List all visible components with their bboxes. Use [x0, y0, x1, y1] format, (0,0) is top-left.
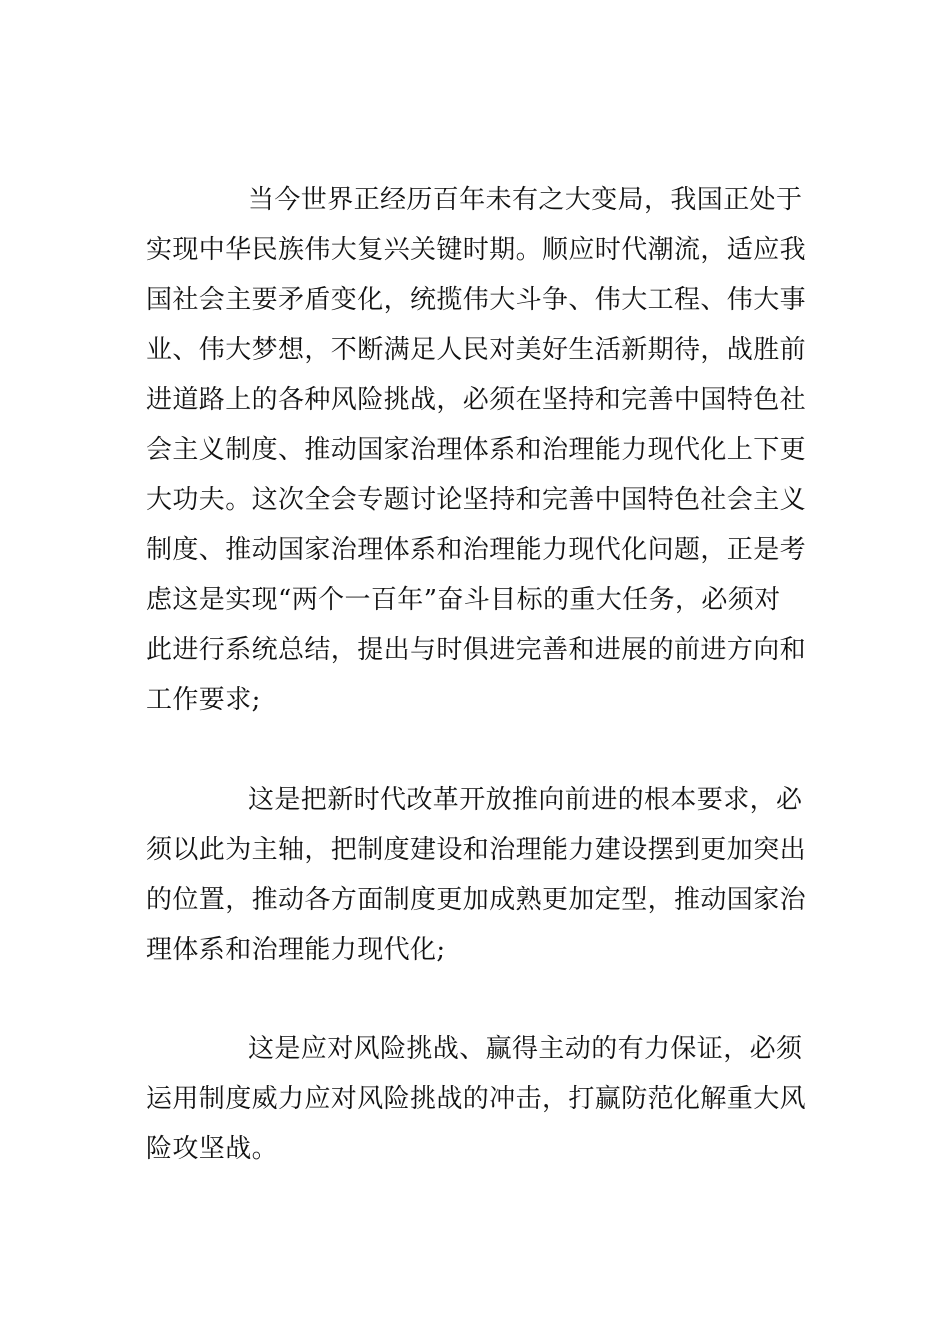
paragraph-line: 进道路上的各种风险挑战，必须在坚持和完善中国特色社 — [146, 385, 806, 415]
paragraph-line: 业、伟大梦想，不断满足人民对美好生活新期待，战胜前 — [146, 335, 806, 365]
paragraph-line: 大功夫。这次全会专题讨论坚持和完善中国特色社会主义 — [146, 485, 806, 515]
paragraph-line: 的位置，推动各方面制度更加成熟更加定型，推动国家治 — [146, 885, 806, 915]
paragraph-line: 理体系和治理能力现代化; — [146, 935, 446, 965]
paragraph-line: 当今世界正经历百年未有之大变局，我国正处于 — [248, 185, 803, 215]
paragraph-line: 这是应对风险挑战、赢得主动的有力保证，必须 — [248, 1034, 803, 1064]
paragraph-line: 虑这是实现“两个一百年”奋斗目标的重大任务，必须对 — [146, 585, 781, 615]
paragraph-line: 险攻坚战。 — [146, 1134, 279, 1164]
paragraph-line: 会主义制度、推动国家治理体系和治理能力现代化上下更 — [146, 435, 806, 465]
paragraph-line: 工作要求; — [146, 685, 261, 715]
paragraph-line: 制度、推动国家治理体系和治理能力现代化问题，正是考 — [146, 535, 806, 565]
paragraph-line: 国社会主要矛盾变化，统揽伟大斗争、伟大工程、伟大事 — [146, 285, 806, 315]
paragraph-line: 实现中华民族伟大复兴关键时期。顺应时代潮流，适应我 — [146, 235, 806, 265]
paragraph-line: 运用制度威力应对风险挑战的冲击，打赢防范化解重大风 — [146, 1084, 806, 1114]
paragraph-line: 须以此为主轴，把制度建设和治理能力建设摆到更加突出 — [146, 835, 806, 865]
paragraph-line: 这是把新时代改革开放推向前进的根本要求，必 — [248, 785, 803, 815]
paragraph-line: 此进行系统总结，提出与时俱进完善和进展的前进方向和 — [146, 635, 806, 665]
